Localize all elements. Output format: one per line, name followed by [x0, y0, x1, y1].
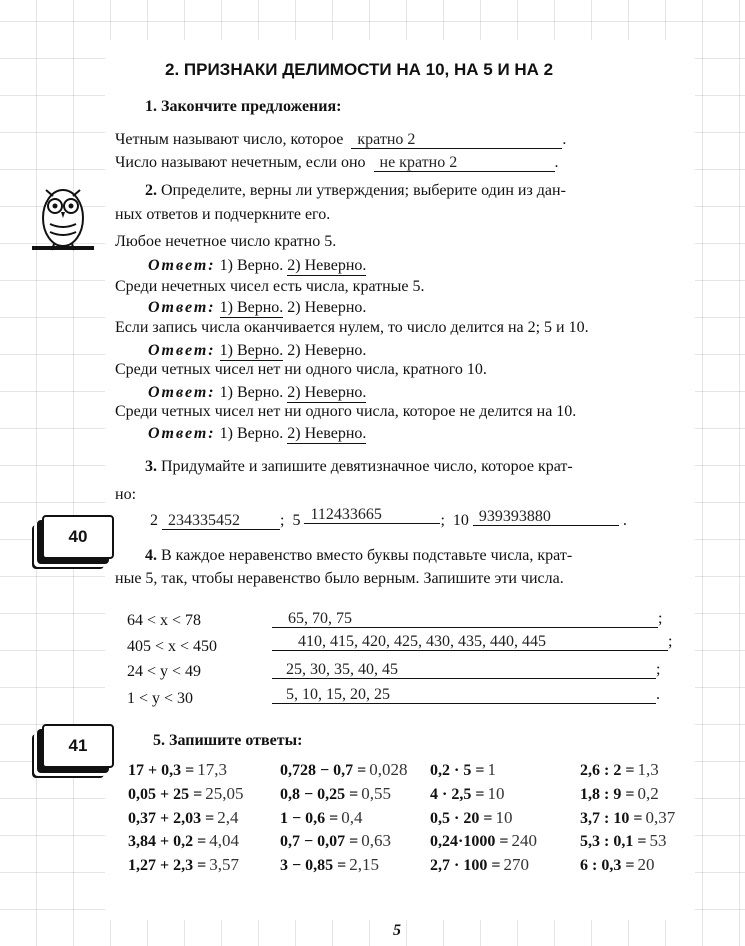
- heading-text: В каждое неравенство вместо буквы подставьте числа, крат-: [157, 547, 573, 564]
- statement-5: Среди четных чисел нет ни одного числа, которое не делится на 10.: [115, 403, 577, 420]
- math-exercise: [430, 760, 496, 780]
- expression: 0,37 + 2,03 =: [128, 810, 215, 827]
- statement-2: Среди нечетных чисел есть числа, кратные 5.: [115, 278, 425, 295]
- answer-field[interactable]: 2,15: [349, 855, 379, 874]
- answer-field[interactable]: 65, 70, 75: [272, 611, 658, 628]
- task-number: 2.: [145, 182, 157, 199]
- answer-label: Ответ:: [148, 299, 216, 316]
- math-exercise: [128, 760, 227, 780]
- answer-field[interactable]: не кратно 2: [374, 155, 555, 172]
- option-true-underlined[interactable]: 1) Верно.: [219, 299, 284, 316]
- answer-row-2: [148, 299, 366, 317]
- expression: 1,27 + 2,3 =: [128, 857, 207, 874]
- ineq-4: 1 < y < 30: [127, 690, 194, 707]
- expression: 6 : 0,3 =: [580, 857, 635, 874]
- answer-field[interactable]: 10: [495, 808, 513, 827]
- answer-label: Ответ:: [148, 384, 216, 401]
- expression: 0,5 · 20 =: [430, 810, 493, 827]
- answer-field[interactable]: кратно 2: [351, 132, 562, 149]
- punct: .: [554, 154, 559, 171]
- expression: 3,7 : 10 =: [580, 810, 643, 827]
- ineq-row-1: [272, 610, 662, 628]
- ineq-row-3: [272, 661, 660, 679]
- answer-field[interactable]: 0,028: [369, 760, 408, 779]
- answer-field[interactable]: 25, 30, 35, 40, 45: [272, 662, 656, 679]
- answer-field[interactable]: 2,4: [217, 808, 239, 827]
- math-exercise: [430, 808, 512, 828]
- task3-answers: [150, 506, 627, 530]
- punct: ;: [280, 512, 285, 529]
- math-exercise: [580, 855, 654, 875]
- task1-heading: 1. Закончите предложения:: [145, 98, 342, 115]
- ineq-row-4: [272, 686, 660, 704]
- answer-label: Ответ:: [148, 425, 216, 442]
- punct: .: [656, 686, 660, 703]
- answer-row-1: [148, 257, 366, 275]
- option-true[interactable]: 1) Верно.: [219, 257, 284, 274]
- answer-field[interactable]: 20: [637, 855, 655, 874]
- divisor: 5: [292, 512, 301, 529]
- option-true-underlined[interactable]: 1) Верно.: [219, 342, 284, 359]
- expression: 2,6 : 2 =: [580, 762, 635, 779]
- owl-icon: [28, 178, 98, 254]
- answer-field[interactable]: 112433665: [304, 507, 440, 524]
- math-exercise: [128, 808, 238, 828]
- answer-field[interactable]: 0,63: [361, 831, 391, 850]
- answer-field[interactable]: 939393880: [473, 509, 619, 526]
- answer-field[interactable]: 270: [503, 855, 529, 874]
- punct: ;: [658, 610, 663, 627]
- math-exercise: [280, 808, 362, 828]
- ineq-row-2: [272, 633, 672, 651]
- expression: 17 + 0,3 =: [128, 762, 195, 779]
- expression: 0,7 − 0,07 =: [280, 833, 359, 850]
- answer-label: Ответ:: [148, 342, 216, 359]
- ineq-2: 405 < x < 450: [127, 638, 218, 655]
- math-exercise: [430, 831, 537, 851]
- answer-field[interactable]: 4,04: [209, 831, 239, 850]
- math-exercise: [280, 760, 407, 780]
- task1-line-1: [115, 131, 566, 149]
- math-exercise: [128, 784, 243, 804]
- math-exercise: [430, 855, 529, 875]
- statement-1: Любое нечетное число кратно 5.: [115, 233, 337, 250]
- answer-field[interactable]: 1,3: [637, 760, 659, 779]
- math-exercise: [280, 855, 379, 875]
- task5-heading: 5. Запишите ответы:: [153, 732, 303, 749]
- expression: 0,8 − 0,25 =: [280, 786, 359, 803]
- sentence: Четным называют число, которое: [115, 131, 344, 148]
- math-exercise: [580, 808, 675, 828]
- answer-field[interactable]: 5, 10, 15, 20, 25: [272, 687, 656, 704]
- task1-line-2: [115, 154, 559, 172]
- option-false[interactable]: 2) Неверно.: [287, 299, 367, 316]
- divisor: 2: [150, 512, 158, 529]
- expression: 5,3 : 0,1 =: [580, 833, 647, 850]
- answer-field[interactable]: 240: [511, 831, 537, 850]
- ineq-3: 24 < y < 49: [127, 663, 202, 680]
- option-false-underlined[interactable]: 2) Неверно.: [287, 257, 367, 274]
- option-true[interactable]: 1) Верно.: [219, 425, 284, 442]
- task-number: 3.: [145, 458, 157, 475]
- task3-heading-cont: но:: [115, 486, 137, 503]
- sentence: Число называют нечетным, если оно: [115, 154, 366, 171]
- punct: .: [562, 131, 567, 148]
- expression: 3,84 + 0,2 =: [128, 833, 207, 850]
- math-exercise: [580, 784, 659, 804]
- punct: .: [622, 512, 627, 529]
- option-false[interactable]: 2) Неверно.: [287, 342, 367, 359]
- answer-field[interactable]: 234335452: [162, 513, 280, 530]
- task3-heading: [145, 458, 573, 476]
- answer-field[interactable]: 3,57: [209, 855, 239, 874]
- punct: ;: [440, 512, 445, 529]
- statement-4: Среди четных чисел нет ни одного числа, кратного 10.: [115, 361, 487, 378]
- statement-3: Если запись числа оканчивается нулем, то число делится на 2; 5 и 10.: [115, 319, 589, 336]
- heading-text: Определите, верны ли утверждения; выберите один из дан-: [157, 182, 566, 199]
- punct: ;: [668, 633, 673, 650]
- option-true[interactable]: 1) Верно.: [219, 384, 284, 401]
- answer-field[interactable]: 25,05: [205, 784, 244, 803]
- answer-field[interactable]: 1: [487, 760, 496, 779]
- exercise-badge-41: 41: [42, 724, 114, 768]
- task-number: 4.: [145, 547, 157, 564]
- exercise-badge-40: 40: [42, 515, 114, 559]
- answer-row-5: [148, 425, 366, 443]
- answer-field[interactable]: 53: [649, 831, 667, 850]
- math-exercise: [128, 855, 239, 875]
- expression: 0,05 + 25 =: [128, 786, 203, 803]
- page-title: 2. ПРИЗНАКИ ДЕЛИМОСТИ НА 10, НА 5 И НА 2: [165, 60, 554, 79]
- answer-field[interactable]: 0,4: [341, 808, 363, 827]
- answer-row-4: [148, 384, 366, 402]
- task2-heading: [145, 182, 566, 200]
- task2-heading-cont: ных ответов и подчеркните его.: [115, 206, 331, 223]
- answer-label: Ответ:: [148, 257, 216, 274]
- expression: 1 − 0,6 =: [280, 810, 339, 827]
- divisor: 10: [452, 512, 469, 529]
- math-exercise: [580, 760, 659, 780]
- math-exercise: [580, 831, 666, 851]
- ineq-1: 64 < x < 78: [127, 612, 202, 629]
- option-false-underlined[interactable]: 2) Неверно.: [287, 384, 367, 401]
- page-number: 5: [393, 922, 401, 939]
- math-exercise: [280, 831, 391, 851]
- answer-row-3: [148, 342, 366, 360]
- math-exercise: [280, 784, 391, 804]
- expression: 2,7 · 100 =: [430, 857, 501, 874]
- expression: 0,2 · 5 =: [430, 762, 485, 779]
- heading-text: Придумайте и запишите девятизначное число, которое крат-: [157, 458, 573, 475]
- answer-field[interactable]: 0,55: [361, 784, 391, 803]
- answer-field[interactable]: 410, 415, 420, 425, 430, 435, 440, 445: [272, 634, 668, 651]
- answer-field[interactable]: 17,3: [197, 760, 227, 779]
- task4-heading: [145, 547, 572, 565]
- math-exercise: [430, 784, 504, 804]
- expression: 4 · 2,5 =: [430, 786, 485, 803]
- answer-field[interactable]: 0,2: [637, 784, 659, 803]
- expression: 0,24·1000 =: [430, 833, 509, 850]
- expression: 3 − 0,85 =: [280, 857, 347, 874]
- expression: 1,8 : 9 =: [580, 786, 635, 803]
- expression: 0,728 − 0,7 =: [280, 762, 367, 779]
- option-false-underlined[interactable]: 2) Неверно.: [287, 425, 367, 442]
- punct: ;: [656, 661, 661, 678]
- math-exercise: [128, 831, 239, 851]
- answer-field[interactable]: 0,37: [645, 808, 676, 827]
- task4-heading-cont: ные 5, так, чтобы неравенство было верным. Запишите эти числа.: [115, 570, 564, 587]
- answer-field[interactable]: 10: [487, 784, 505, 803]
